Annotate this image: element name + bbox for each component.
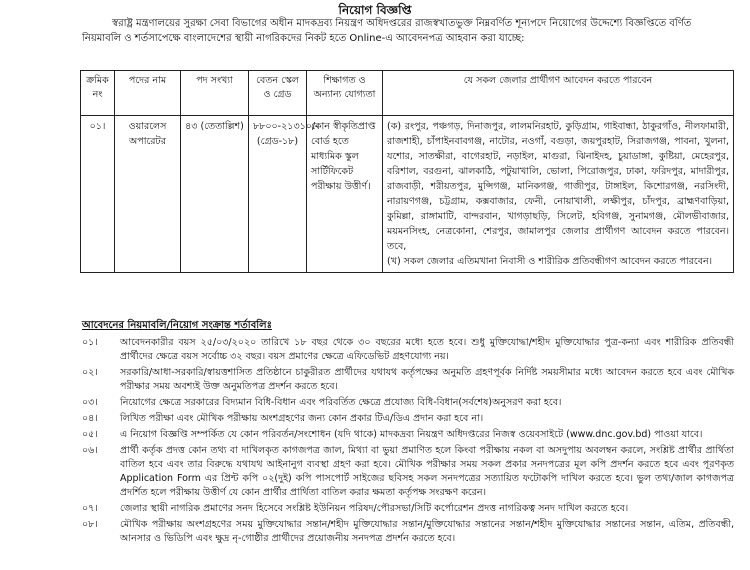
intro-paragraph bbox=[82, 16, 732, 46]
rule-text: এ নিয়োগ বিজ্ঞপ্তি সম্পর্কিত যে কোন পরিবর্তন/সংশোধন (যদি থাকে) মাদকদ্রব্য নিয়ন্ত্রণ অধিদপ্তরের নিজস্ব ওয়েবসাইটে (www.dnc.gov.bd) পাওয়া যাবে। bbox=[120, 429, 703, 440]
cell-count: ৪৩ (তেতাল্লিশ) bbox=[181, 116, 249, 273]
notice-title: নিয়োগ বিজ্ঞপ্তি bbox=[338, 3, 412, 17]
rule-text: নিয়োগের ক্ষেত্রে সরকারের বিদ্যমান বিধি-বিধান এবং পরিবর্তিত ক্ষেত্রে প্রযোজ্য বিধি-বিধান(সর্বশেষ)অনুসরণ করা হবে। bbox=[120, 397, 562, 408]
rule-number: ০১। bbox=[82, 337, 98, 348]
cell-scale: ৮৮০০-২১৩১০/- (গ্রেড-১৮) bbox=[249, 116, 307, 273]
rules-heading: আবেদনের নিয়মাবলি/নিয়োগ সংক্রান্ত শর্তাবলিঃ bbox=[82, 320, 272, 331]
list-item bbox=[82, 412, 734, 426]
list-item bbox=[82, 502, 734, 516]
table-row bbox=[81, 116, 734, 273]
rule-number: ০৩। bbox=[82, 397, 98, 408]
header-qualification: শিক্ষাগত ও অন্যান্য যোগ্যতা bbox=[307, 71, 383, 116]
intro-text: স্বরাষ্ট্র মন্ত্রণালয়ের সুরক্ষা সেবা বিভাগের অধীন মাদকদ্রব্য নিয়ন্ত্রণ অধিদপ্তরের রাজস্বখাতভুক্ত নিম্নবর্ণিত শূন্যপদে নিয়োগের উদ্দেশ্যে বিজ্ঞপ্তিতে বর্ণিত নিয়মাবলি ও শর্তসাপেক্ষে বাংলাদেশের স্থায়ী নাগরিকদের নিকট হতে Online-এ আবেদনপত্র আহবান করা যাচ্ছে: bbox=[82, 18, 692, 44]
header-serial: ক্রমিক নং bbox=[81, 71, 115, 116]
rule-text: আবেদনকারীর বয়স ২৫/০৩/২০২০ তারিখে ১৮ বছর থেকে ৩০ বছরের মধ্যে হতে হবে। শুধু মুক্তিযোদ্ধা/শহীদ মুক্তিযোদ্ধার পুত্র-কন্যা এবং শারীরিক প্রতিবন্ধী প্রার্থীদের ক্ষেত্রে বয়স সর্বোচ্চ ৩২ বছর। বয়স প্রমাণের ক্ষেত্রে এফিডেভিট গ্রহণযোগ্য নয়। bbox=[120, 337, 734, 362]
cell-post: ওয়ারলেস অপারেটর bbox=[115, 116, 181, 273]
cell-districts bbox=[383, 116, 734, 273]
rule-number: ০৫। bbox=[82, 429, 98, 440]
header-districts: যে সকল জেলার প্রার্থীগণ আবেদন করতে পারবেন bbox=[383, 71, 734, 116]
rule-number: ০২। bbox=[82, 367, 98, 378]
cell-qualification: কোন স্বীকৃতিপ্রাপ্ত বোর্ড হতে মাধ্যমিক স্কুল সার্টিফিকেট পরীক্ষায় উত্তীর্ণ। bbox=[307, 116, 383, 273]
list-item bbox=[82, 366, 734, 394]
list-item bbox=[82, 428, 734, 442]
rule-number: ০৪। bbox=[82, 413, 98, 424]
header-post: পদের নাম bbox=[115, 71, 181, 116]
header-scale: বেতন স্কেল ও গ্রেড bbox=[249, 71, 307, 116]
vacancy-table bbox=[80, 70, 734, 273]
districts-list-a: (ক) রংপুর, পঞ্চগড়, দিনাজপুর, লালমনিরহাট, কুড়িগ্রাম, গাইবান্ধা, ঠাকুরগাঁও, নীলফামারী, রাজশাহী, চাঁপাইনবাবগঞ্জ, নাটোর, নওগাঁ, বগুড়া, জয়পুরহাট, সিরাজগঞ্জ, পাবনা, খুলনা, যশোর, সাতক্ষীরা, বাগেরহাট, নড়াইল, মাগুরা, ঝিনাইদহ, চুয়াডাঙ্গা, কুষ্টিয়া, মেহেরপুর, বরিশাল, বরগুনা, ঝালকাঠি, পটুয়াখালি, ভোলা, পিরোজপুর, ঢাকা, ফরিদপুর, মাদারীপুর, রাজবাড়ী, শরীয়তপুর, মুন্সিগঞ্জ, মানিকগঞ্জ, গাজীপুর, টাঙ্গাইল, কিশোরগঞ্জ, নরসিংদী, নারায়ণগঞ্জ, চট্টগ্রাম, কক্সবাজার, ফেনী, নোয়াখালী, লক্ষীপুর, চাঁদপুর, ব্রাহ্মণবাড়িয়া, কুমিল্লা, রাঙ্গামাটি, বান্দরবান, খাগড়াছড়ি, সিলেট, হবিগঞ্জ, সুনামগঞ্জ, মৌলভীবাজার, ময়মনসিংহ, নেত্রকোনা, শেরপুর, জামালপুর জেলার প্রার্থীগণ আবেদন করতে পারবেন। তবে, bbox=[387, 121, 729, 252]
rule-number: ০৬। bbox=[82, 445, 98, 456]
list-item bbox=[82, 518, 734, 546]
rule-number: ০৮। bbox=[82, 519, 98, 530]
rules-list bbox=[82, 336, 734, 548]
rule-text: লিখিত পরীক্ষা এবং মৌখিক পরীক্ষায় অংশগ্রহণের জন্য কোন প্রকার টিএ/ডিএ প্রদান করা হবে না। bbox=[120, 413, 484, 424]
list-item bbox=[82, 336, 734, 364]
rule-number: ০৭। bbox=[82, 503, 98, 514]
cell-serial: ০১। bbox=[81, 116, 115, 273]
rule-text: মৌখিক পরীক্ষায় অংশগ্রহণের সময় মুক্তিযোদ্ধার সন্তান/শহীদ মুক্তিযোদ্ধার সন্তান/মুক্তিযোদ্ধার সন্তানের সন্তান/শহীদ মুক্তিযোদ্ধার সন্তানের সন্তান, এতিম, প্রতিবন্ধী, আনসার ও ভিডিপি এবং ক্ষুদ্র নৃ-গোষ্ঠীর প্রার্থীদের প্রয়োজনীয় সনদপত্র প্রদর্শন করতে হবে। bbox=[120, 519, 734, 544]
list-item bbox=[82, 396, 734, 410]
rule-text: জেলার স্থায়ী নাগরিক প্রমাণের সনদ হিসেবে সংশ্লিষ্ট ইউনিয়ন পরিষদ/পৌরসভা/সিটি কর্পোরেশন প্রদত্ত নাগরিকত্ব সনদ দাখিল করতে হবে। bbox=[120, 503, 629, 514]
rule-text: প্রার্থী কর্তৃক প্রদত্ত কোন তথ্য বা দাখিলকৃত কাগজপত্র জাল, মিথ্যা বা ভুয়া প্রমাণিত হলে কিংবা পরীক্ষায় নকল বা অসদুপায় অবলম্বন করলে, সংশ্লিষ্ট প্রার্থীর প্রার্থিতা বাতিল হবে এবং তার বিরুদ্ধে যথাযথ আইনানুগ ব্যবস্থা গ্রহণ করা হবে। মৌখিক পরীক্ষার সময় সকল প্রকার সনদপত্রের মূল কপি প্রদর্শন করতে হবে এবং পূরণকৃত Application Form এর প্রিন্ট কপি ০২(দুই) কপি পাসপোর্ট সাইজের ছবিসহ সকল সনদপত্রের সত্যায়িত ফটোকপি দাখিল করতে হবে। ভুল তথ্য/জাল কাগজপত্র প্রদর্শিত হলে পরীক্ষায় উত্তীর্ণ যে কোন প্রার্থীর প্রার্থিতা বাতিল করার ক্ষমতা কর্তৃপক্ষ সংরক্ষণ করেন। bbox=[120, 445, 734, 498]
rule-text: সরকারি/আধা-সরকারি/স্বায়ত্তশাসিত প্রতিষ্ঠানে চাকুরীরত প্রার্থীদের যথাযথ কর্তৃপক্ষের অনুমতি গ্রহণপূর্বক নির্দিষ্ট সময়সীমার মধ্যে আবেদন করতে হবে এবং মৌখিক পরীক্ষার সময় অবশ্যই উক্ত অনুমতিপত্র প্রদর্শন করতে হবে। bbox=[120, 367, 734, 392]
list-item bbox=[82, 444, 734, 500]
districts-list-b: (খ) সকল জেলার এতিমখানা নিবাসী ও শারীরিক প্রতিবন্ধীগণ আবেদন করতে পারবেন। bbox=[387, 256, 713, 267]
table-header-row bbox=[81, 71, 734, 116]
header-count: পদ সংখ্যা bbox=[181, 71, 249, 116]
